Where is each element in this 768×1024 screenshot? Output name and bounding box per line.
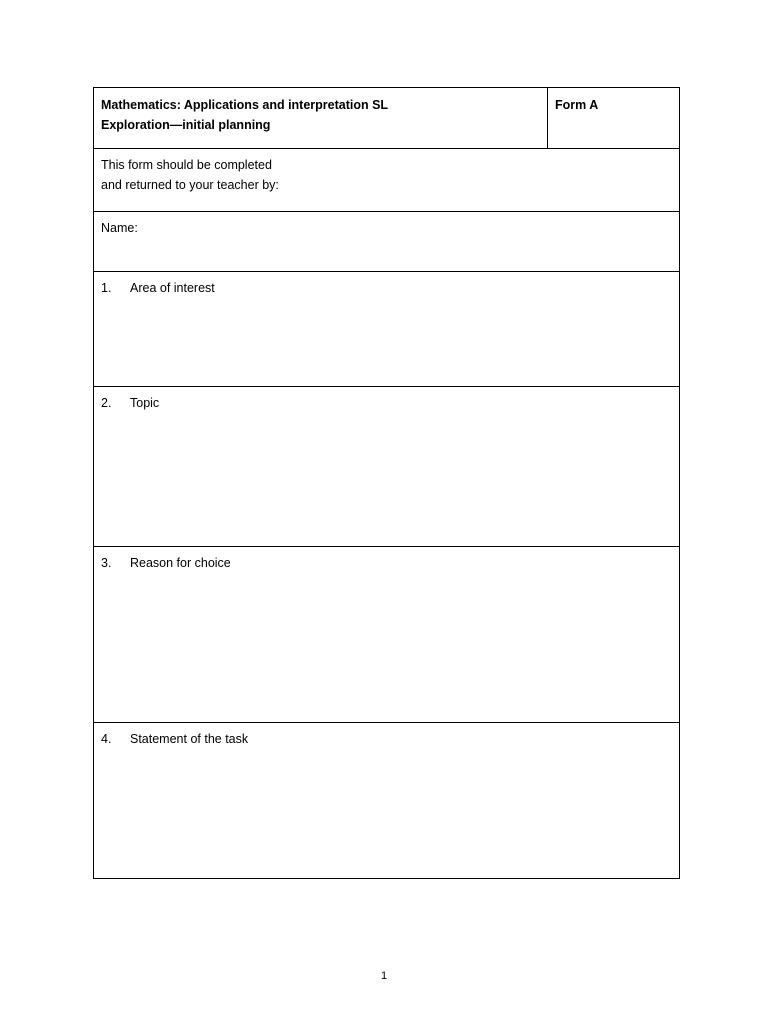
form-title-cell [94, 88, 548, 148]
course-title: Mathematics: Applications and interpretation SL [101, 98, 389, 112]
section-number: 3. [101, 556, 112, 570]
section-label: Topic [130, 396, 160, 410]
page-number: 1 [380, 970, 388, 982]
section-label: Area of interest [130, 281, 215, 295]
form-label-cell [548, 88, 679, 148]
deadline-text-line-2: and returned to your teacher by: [101, 178, 279, 192]
section-number: 1. [101, 281, 112, 295]
section-reason-for-choice[interactable] [94, 546, 679, 722]
name-field[interactable] [94, 211, 679, 271]
form-label: Form A [555, 98, 599, 112]
planning-form [93, 87, 680, 879]
section-number: 4. [101, 732, 112, 746]
section-number: 2. [101, 396, 112, 410]
form-subtitle: Exploration—initial planning [101, 118, 271, 132]
deadline-field[interactable] [94, 148, 679, 211]
form-header [94, 88, 679, 148]
section-label: Statement of the task [130, 732, 249, 746]
section-label: Reason for choice [130, 556, 231, 570]
section-topic[interactable] [94, 386, 679, 546]
section-area-of-interest[interactable] [94, 271, 679, 386]
deadline-text-line-1: This form should be completed [101, 158, 272, 172]
name-label: Name: [101, 221, 138, 235]
section-statement-of-task[interactable] [94, 722, 679, 878]
